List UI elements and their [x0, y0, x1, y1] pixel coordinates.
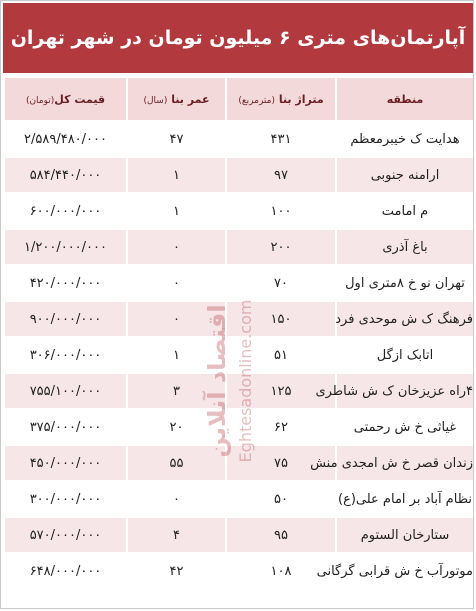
- cell-area: ۹۵: [225, 518, 335, 554]
- header-price: قیمت کل(تومان): [3, 78, 126, 122]
- table-row: [3, 518, 473, 554]
- table-row: [3, 194, 473, 230]
- cell-area: ۷۵: [225, 446, 335, 482]
- cell-region: باغ آذری: [335, 230, 473, 266]
- price-table: [3, 78, 473, 590]
- cell-age: ۴: [126, 518, 225, 554]
- title-bar: [3, 3, 473, 73]
- table-row: [3, 410, 473, 446]
- cell-area: ۴۳۱: [225, 122, 335, 158]
- table-row: [3, 266, 473, 302]
- cell-age: ۱: [126, 194, 225, 230]
- cell-price: ۳۰۶/۰۰۰/۰۰۰: [3, 338, 126, 374]
- cell-region: نظام آباد بر امام علی(ع): [335, 482, 473, 518]
- cell-age: ۰: [126, 482, 225, 518]
- cell-region: زندان قصر خ ش امجدی منش: [335, 446, 473, 482]
- cell-area: ۵۱: [225, 338, 335, 374]
- cell-age: ۴۷: [126, 122, 225, 158]
- cell-age: ۲۰: [126, 410, 225, 446]
- cell-price: ۶۴۸/۰۰۰/۰۰۰: [3, 554, 126, 590]
- cell-age: ۰: [126, 266, 225, 302]
- cell-region: م امامت: [335, 194, 473, 230]
- cell-age: ۰: [126, 302, 225, 338]
- cell-area: ۲۰۰: [225, 230, 335, 266]
- cell-price: ۲/۵۸۹/۴۸۰/۰۰۰: [3, 122, 126, 158]
- table-row: [3, 446, 473, 482]
- cell-region: غیاثی خ ش رحمتی: [335, 410, 473, 446]
- cell-price: ۳۰۰/۰۰۰/۰۰۰: [3, 482, 126, 518]
- cell-price: ۷۵۵/۱۰۰/۰۰۰: [3, 374, 126, 410]
- cell-region: اتابک ازگل: [335, 338, 473, 374]
- cell-price: ۹۰۰/۰۰۰/۰۰۰: [3, 302, 126, 338]
- cell-area: ۹۷: [225, 158, 335, 194]
- table-row: [3, 158, 473, 194]
- cell-age: ۱: [126, 338, 225, 374]
- table-row: [3, 554, 473, 590]
- cell-age: ۳: [126, 374, 225, 410]
- table-row: [3, 482, 473, 518]
- page-title: آپارتمان‌های متری ۶ میلیون تومان در شهر تهران: [10, 27, 466, 49]
- cell-price: ۵۷۰/۰۰۰/۰۰۰: [3, 518, 126, 554]
- table-row: [3, 338, 473, 374]
- table-header-row: [3, 78, 473, 122]
- cell-region: ارامنه جنوبی: [335, 158, 473, 194]
- cell-age: ۱: [126, 158, 225, 194]
- cell-age: ۴۲: [126, 554, 225, 590]
- cell-region: ۴راه عزیزخان ک ش شاطری: [335, 374, 473, 410]
- cell-price: ۵۸۴/۴۴۰/۰۰۰: [3, 158, 126, 194]
- watermark-fa-text: اقتصاد آنلاین: [203, 304, 231, 458]
- header-age: عمر بنا (سال): [126, 78, 225, 122]
- cell-area: ۱۰۸: [225, 554, 335, 590]
- cell-region: تهران نو خ ۸متری اول: [335, 266, 473, 302]
- cell-price: ۱/۲۰۰/۰۰۰/۰۰۰: [3, 230, 126, 266]
- cell-area: ۶۲: [225, 410, 335, 446]
- cell-area: ۷۰: [225, 266, 335, 302]
- cell-age: ۰: [126, 230, 225, 266]
- cell-area: ۵۰: [225, 482, 335, 518]
- cell-area: ۱۵۰: [225, 302, 335, 338]
- table-row: [3, 230, 473, 266]
- header-area: متراژ بنا (مترمربع): [225, 78, 335, 122]
- watermark-en-text: Eghtesadonline.com: [236, 299, 255, 463]
- cell-region: موتورآب خ ش قرابی گرگانی: [335, 554, 473, 590]
- cell-area: ۱۰۰: [225, 194, 335, 230]
- table-row: [3, 374, 473, 410]
- cell-price: ۳۷۵/۰۰۰/۰۰۰: [3, 410, 126, 446]
- cell-price: ۶۰۰/۰۰۰/۰۰۰: [3, 194, 126, 230]
- cell-price: ۴۲۰/۰۰۰/۰۰۰: [3, 266, 126, 302]
- table-row: [3, 302, 473, 338]
- cell-region: فرهنگ ک ش موحدی فرد: [335, 302, 473, 338]
- cell-age: ۵۵: [126, 446, 225, 482]
- cell-price: ۴۵۰/۰۰۰/۰۰۰: [3, 446, 126, 482]
- cell-region: هدایت ک خیبرمعظم: [335, 122, 473, 158]
- cell-region: ستارخان الستوم: [335, 518, 473, 554]
- header-region: منطقه: [335, 78, 473, 122]
- cell-area: ۱۲۵: [225, 374, 335, 410]
- table-row: [3, 122, 473, 158]
